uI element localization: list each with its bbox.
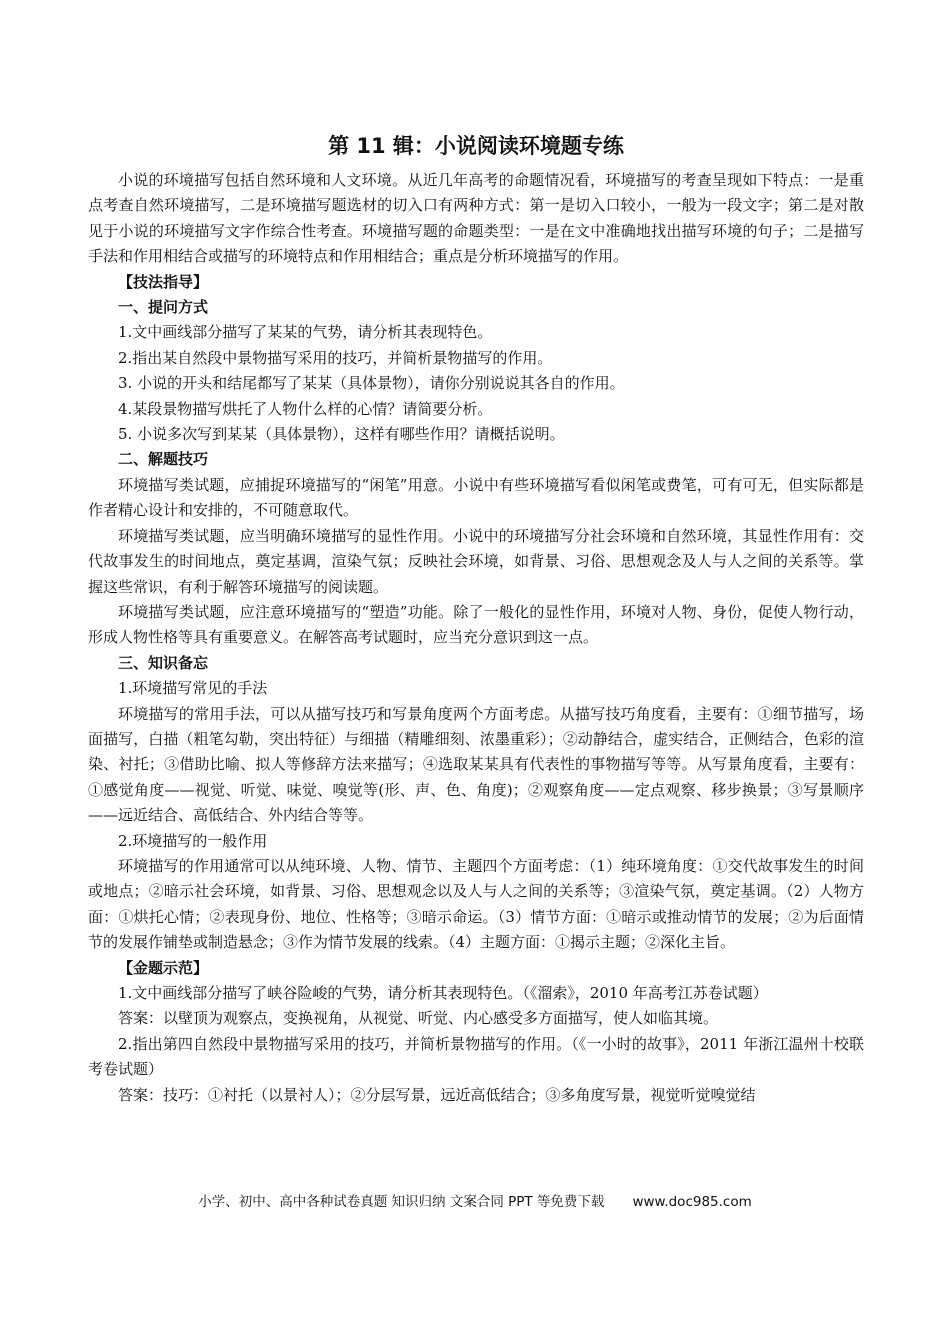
paragraph: 环境描写类试题，应注意环境描写的“塑造”功能。除了一般化的显性作用，环境对人物、身份，促使人物行动，形成人物性格等具有重要意义。在解答高考试题时，应当充分意识到这一点。 — [88, 602, 864, 647]
paragraph: 环境描写的作用通常可以从纯环境、人物、情节、主题四个方面考虑：（1）纯环境角度：①交代故事发生的时间或地点；②暗示社会环境，如背景、习俗、思想观念以及人与人之间的关系等；③渲染气氛，奠定基调。（2）人物方面：①烘托心情；②表现身份、地位、性格等；③暗示命运。（3）情节方面：①暗示或推动情节的发展；②为后面情节的发展作铺垫或制造悬念；③作为情节发展的线索。（4）主题方面：①揭示主题；②深化主旨。 — [88, 856, 864, 952]
example-question: 1.文中画线部分描写了峡谷险峻的气势，请分析其表现特色。（《溜索》，2010 年高考江苏卷试题） — [118, 984, 768, 1002]
subheading-question-forms: 一、提问方式 — [118, 298, 209, 317]
example-question: 2.指出第四自然段中景物描写采用的技巧，并简析景物描写的作用。（《一小时的故事》，2011 年浙江温州十校联考卷试题） — [88, 1034, 864, 1079]
paragraph: 环境描写类试题，应当明确环境描写的显性作用。小说中的环境描写分社会环境和自然环境，其显性作用有：交代故事发生的时间地点，奠定基调，渲染气氛；反映社会环境，如背景、习俗、思想观念及人与人之间的关系等。掌握这些常识，有利于解答环境描写的阅读题。 — [88, 526, 864, 596]
page-footer — [0, 1190, 950, 1210]
list-item: 2.指出某自然段中景物描写采用的技巧，并简析景物描写的作用。 — [118, 348, 553, 367]
list-item: 5. 小说多次写到某某（具体景物），这样有哪些作用？请概括说明。 — [118, 425, 565, 444]
section-heading-guide: 【技法指导】 — [118, 272, 209, 291]
knowledge-title-methods: 1.环境描写常见的手法 — [118, 679, 268, 698]
list-item: 3. 小说的开头和结尾都写了某某（具体景物），请你分别说说其各自的作用。 — [118, 374, 625, 393]
example-answer: 答案：技巧：①衬托（以景衬人）；②分层写景，远近高低结合；③多角度写景，视觉听觉嗅觉结 — [118, 1085, 756, 1104]
list-item: 4.某段景物描写烘托了人物什么样的心情？请简要分析。 — [118, 399, 493, 418]
intro-paragraph: 小说的环境描写包括自然环境和人文环境。从近几年高考的命题情况看，环境描写的考查呈现如下特点：一是重点考查自然环境描写，二是环境描写题选材的切入口有两种方式：第一是切入口较小，一般为一段文字；第二是对散见于小说的环境描写文字作综合性考查。环境描写题的命题类型：一是在文中准确地找出描写环境的句子；二是描写手法和作用相结合或描写的环境特点和作用相结合；重点是分析环境描写的作用。 — [88, 171, 864, 266]
list-item: 1.文中画线部分描写了某某的气势，请分析其表现特色。 — [118, 323, 493, 342]
subheading-knowledge: 三、知识备忘 — [118, 653, 209, 672]
knowledge-title-functions: 2.环境描写的一般作用 — [118, 831, 268, 850]
section-heading-examples: 【金题示范】 — [118, 958, 209, 977]
footer-text: 小学、初中、高中各种试卷真题 知识归纳 文案合同 PPT 等免费下载 — [198, 1194, 605, 1210]
example-answer: 答案：以壁顶为观察点，变换视角，从视觉、听觉、内心感受多方面描写，使人如临其境。 — [118, 1009, 719, 1028]
page-title: 第 11 辑：小说阅读环境题专练 — [328, 134, 624, 158]
document-page — [88, 120, 864, 1108]
paragraph: 环境描写的常用手法，可以从描写技巧和写景角度两个方面考虑。从描写技巧角度看，主要有：①细节描写，场面描写，白描（粗笔勾勒，突出特征）与细描（精雕细刻、浓墨重彩）；②动静结合，虚实结合，正侧结合，色彩的渲染、衬托；③借助比喻、拟人等修辞方法来描写；④选取某某具有代表性的事物描写等等。从写景角度看，主要有：①感觉角度——视觉、听觉、味觉、嗅觉等(形、声、色、角度)；②观察角度——定点观察、移步换景；③写景顺序——远近结合、高低结合、外内结合等等。 — [88, 704, 864, 825]
footer-link[interactable]: www.doc985.com — [632, 1194, 752, 1210]
paragraph: 环境描写类试题，应捕捉环境描写的“闲笔”用意。小说中有些环境描写看似闲笔或费笔，可有可无，但实际都是作者精心设计和安排的，不可随意取代。 — [88, 475, 864, 520]
subheading-techniques: 二、解题技巧 — [118, 450, 209, 469]
